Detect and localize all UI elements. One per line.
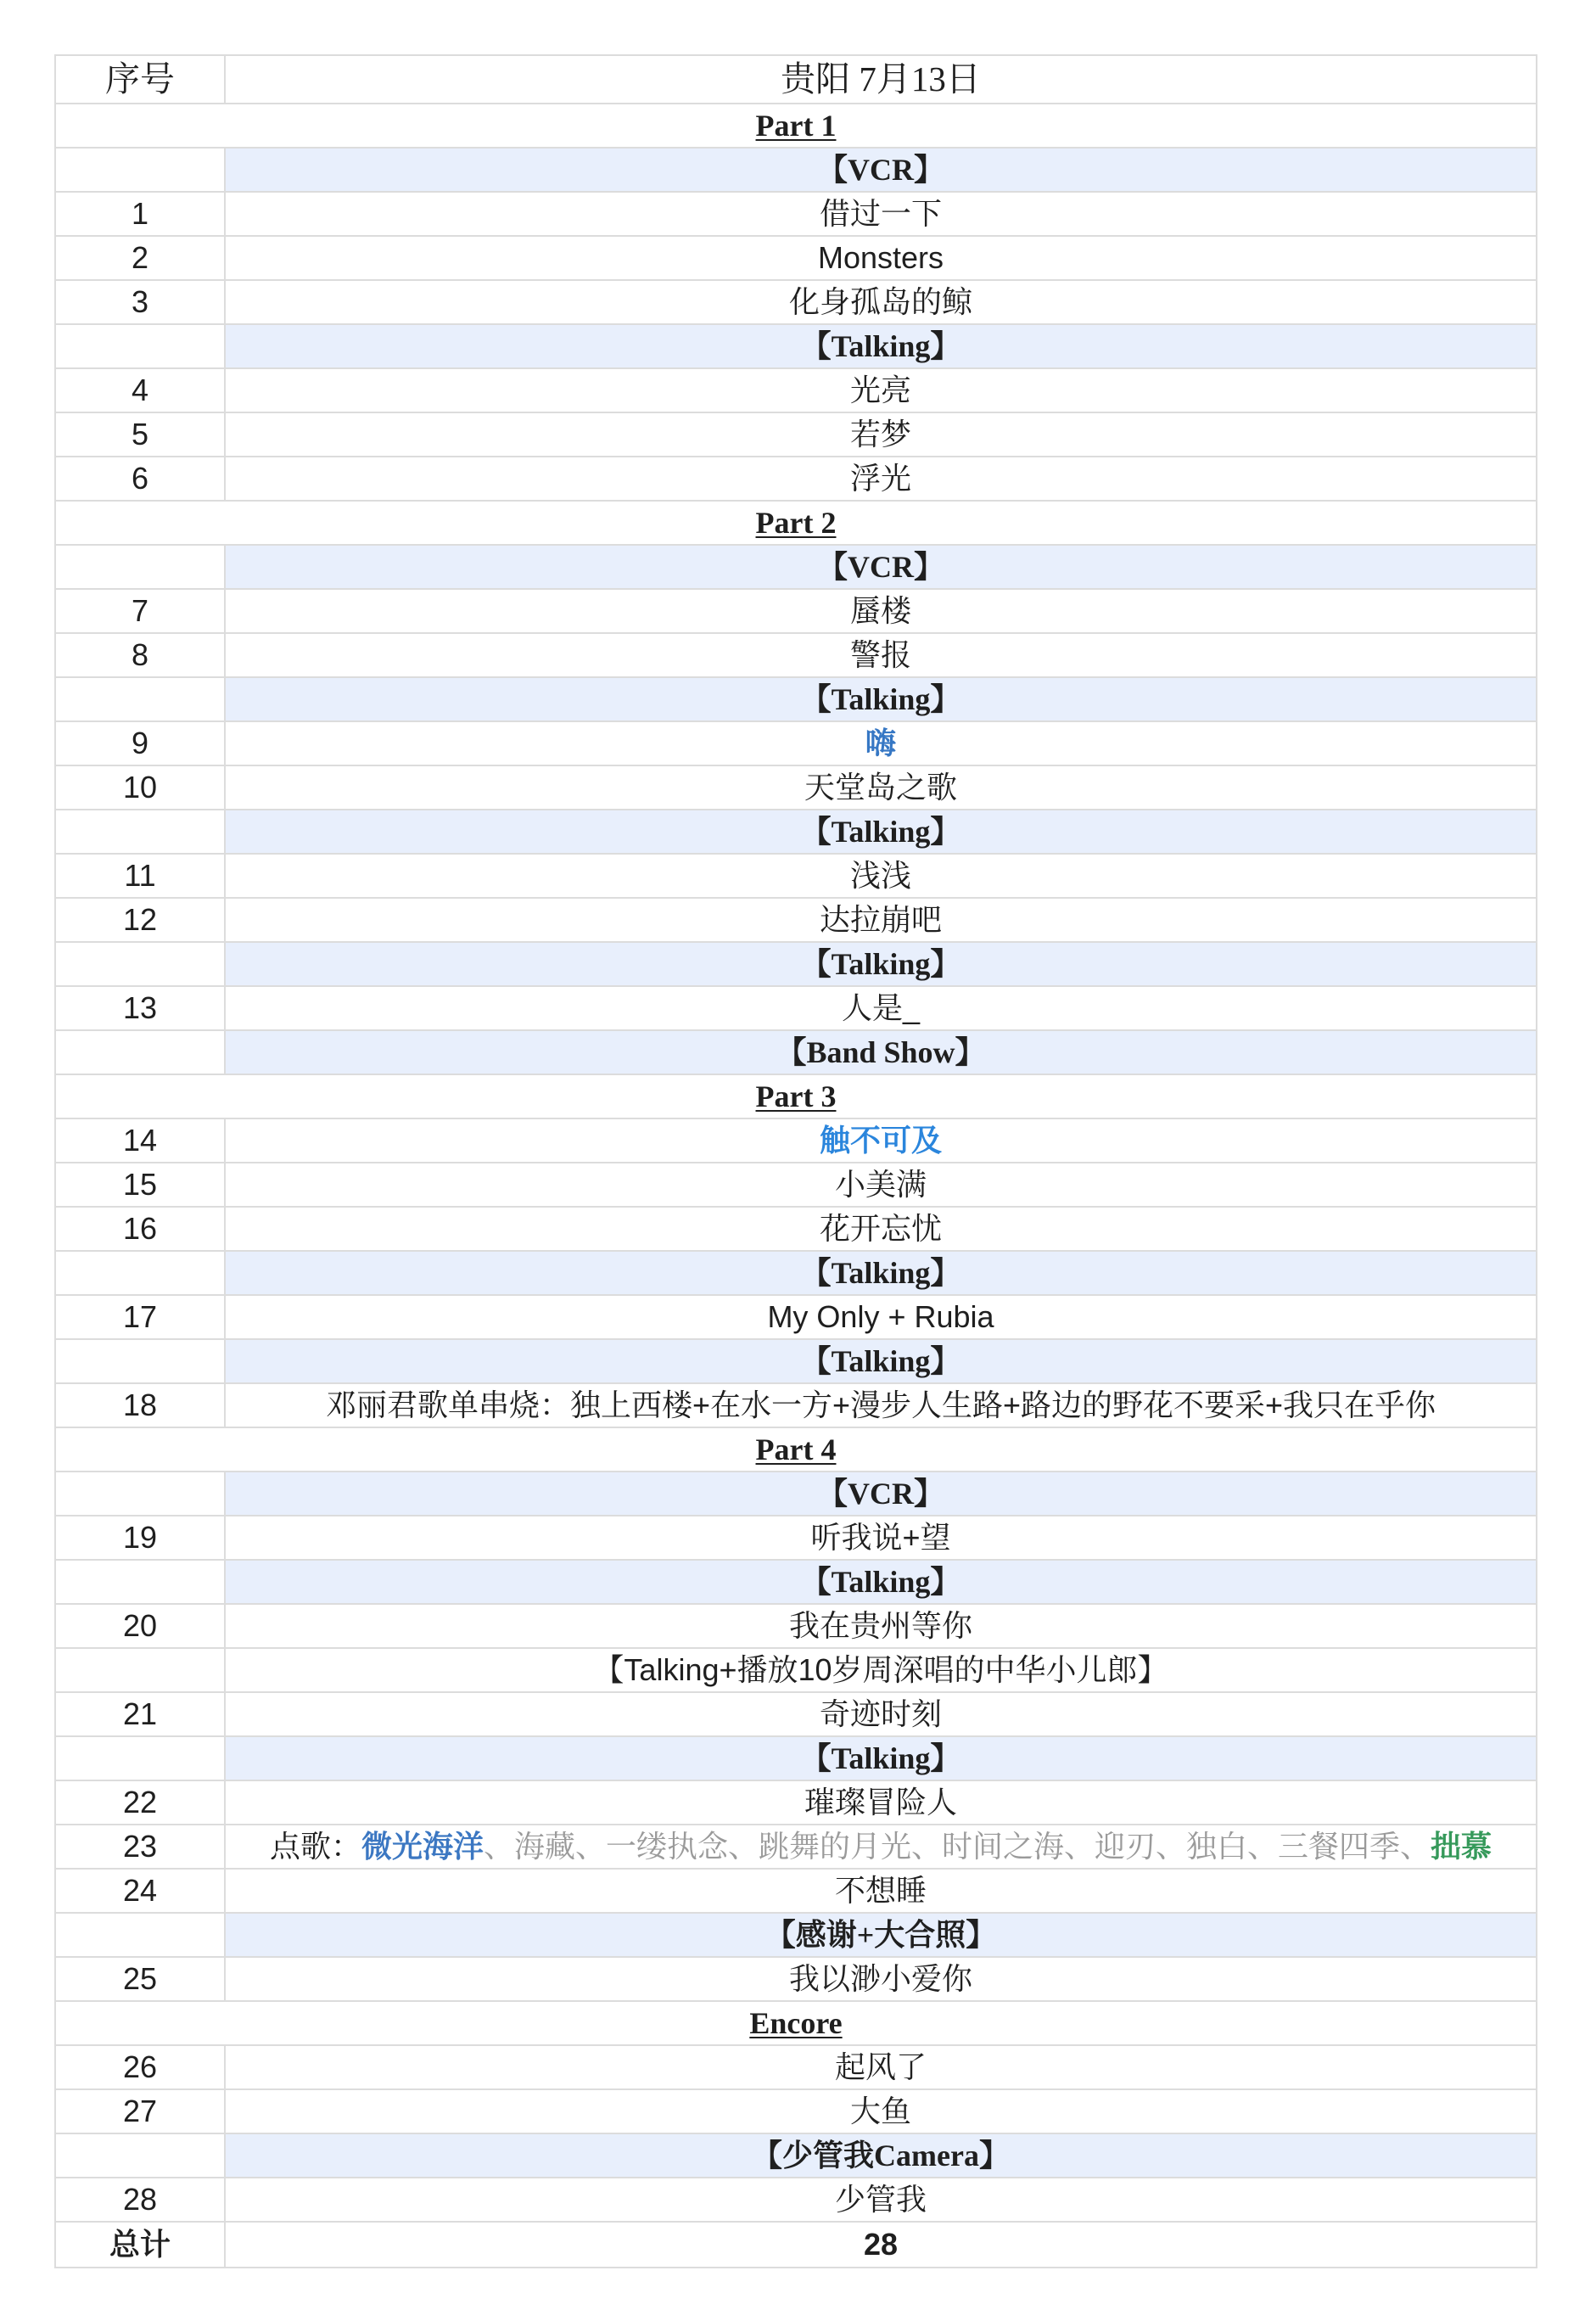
song-row bbox=[56, 987, 1536, 1031]
section-cell bbox=[56, 1428, 1536, 1471]
song-number: 27 bbox=[122, 2094, 158, 2128]
song-row bbox=[56, 899, 1536, 943]
number-cell bbox=[56, 1781, 226, 1824]
song-row bbox=[56, 1781, 1536, 1825]
segment-cell bbox=[226, 1737, 1536, 1780]
song-row bbox=[56, 1163, 1536, 1208]
song-number: 1 bbox=[131, 196, 149, 231]
section-cell bbox=[56, 2002, 1536, 2044]
song-title: 奇迹时刻 bbox=[819, 1696, 942, 1731]
segment-title: 【Band Show】 bbox=[776, 1035, 986, 1069]
section-cell bbox=[56, 1075, 1536, 1118]
number-cell bbox=[56, 1208, 226, 1250]
song-number: 24 bbox=[122, 1873, 158, 1908]
song-title: 若梦 bbox=[849, 417, 911, 451]
song-title-part: 点歌： bbox=[269, 1829, 361, 1864]
number-cell bbox=[56, 1914, 226, 1956]
song-row bbox=[56, 1296, 1536, 1340]
number-cell bbox=[56, 899, 226, 941]
song-row bbox=[56, 1384, 1536, 1428]
segment-cell bbox=[226, 1340, 1536, 1382]
segment-row bbox=[56, 1031, 1536, 1075]
song-number: 13 bbox=[122, 990, 158, 1025]
number-cell bbox=[56, 237, 226, 279]
song-row bbox=[56, 2046, 1536, 2090]
segment-row bbox=[56, 1561, 1536, 1605]
title-cell bbox=[226, 1516, 1536, 1559]
segment-title: 【Talking】 bbox=[800, 1565, 961, 1599]
title-cell bbox=[226, 855, 1536, 897]
song-row bbox=[56, 855, 1536, 899]
song-number: 10 bbox=[122, 770, 158, 805]
section-title: Part 3 bbox=[755, 1079, 837, 1113]
section-row bbox=[56, 502, 1536, 546]
song-number: 4 bbox=[131, 373, 149, 407]
song-row bbox=[56, 237, 1536, 281]
song-title: 光亮 bbox=[849, 373, 911, 407]
number-cell bbox=[56, 722, 226, 765]
song-number: 21 bbox=[122, 1696, 158, 1731]
number-cell bbox=[56, 1472, 226, 1515]
segment-title: 【Talking】 bbox=[800, 1344, 961, 1378]
note-row bbox=[56, 1649, 1536, 1693]
number-cell bbox=[56, 1649, 226, 1691]
song-row bbox=[56, 1516, 1536, 1561]
number-header-cell bbox=[56, 56, 226, 103]
segment-row bbox=[56, 2134, 1536, 2178]
number-cell bbox=[56, 413, 226, 456]
segment-row bbox=[56, 1737, 1536, 1781]
segment-cell bbox=[226, 1472, 1536, 1515]
song-title: 我在贵州等你 bbox=[788, 1608, 972, 1643]
number-cell bbox=[56, 1163, 226, 1206]
song-row bbox=[56, 457, 1536, 502]
number-cell bbox=[56, 590, 226, 632]
number-cell bbox=[56, 281, 226, 323]
number-cell bbox=[56, 810, 226, 853]
segment-row bbox=[56, 1472, 1536, 1516]
number-cell bbox=[56, 1031, 226, 1074]
number-cell bbox=[56, 1825, 226, 1868]
number-cell bbox=[56, 2046, 226, 2088]
number-cell bbox=[56, 1870, 226, 1912]
song-row bbox=[56, 1208, 1536, 1252]
segment-title: 【Talking】 bbox=[800, 1741, 961, 1775]
section-row bbox=[56, 104, 1536, 149]
segment-row bbox=[56, 810, 1536, 855]
song-number: 9 bbox=[131, 726, 149, 760]
title-cell bbox=[226, 457, 1536, 500]
number-cell bbox=[56, 325, 226, 367]
song-title: 听我说+望 bbox=[810, 1520, 951, 1555]
song-number: 15 bbox=[122, 1167, 158, 1202]
title-cell bbox=[226, 413, 1536, 456]
number-cell bbox=[56, 943, 226, 985]
segment-cell bbox=[226, 1561, 1536, 1603]
title-cell bbox=[226, 899, 1536, 941]
title-cell bbox=[226, 722, 1536, 765]
title-cell bbox=[226, 1870, 1536, 1912]
number-cell bbox=[56, 2090, 226, 2133]
song-row bbox=[56, 193, 1536, 237]
title-cell bbox=[226, 1825, 1536, 1868]
song-row bbox=[56, 413, 1536, 457]
song-title: 天堂岛之歌 bbox=[804, 770, 957, 805]
title-cell bbox=[226, 1163, 1536, 1206]
segment-cell bbox=[226, 149, 1536, 191]
song-title: 少管我 bbox=[834, 2182, 927, 2217]
song-number: 5 bbox=[131, 417, 149, 451]
number-cell bbox=[56, 193, 226, 235]
title-cell bbox=[226, 281, 1536, 323]
title-cell bbox=[226, 237, 1536, 279]
song-number: 2 bbox=[131, 240, 149, 275]
title-cell bbox=[226, 2046, 1536, 2088]
segment-cell bbox=[226, 325, 1536, 367]
song-number: 28 bbox=[122, 2182, 158, 2217]
song-row bbox=[56, 1825, 1536, 1870]
number-cell bbox=[56, 987, 226, 1029]
song-row bbox=[56, 1958, 1536, 2002]
song-title: 警报 bbox=[849, 637, 911, 672]
song-number: 19 bbox=[122, 1520, 158, 1555]
number-cell bbox=[56, 1252, 226, 1294]
number-cell bbox=[56, 855, 226, 897]
song-number: 26 bbox=[122, 2049, 158, 2084]
concert-header-cell bbox=[226, 56, 1536, 103]
song-title: 人是_ bbox=[841, 990, 921, 1025]
segment-cell bbox=[226, 1914, 1536, 1956]
song-title: 触不可及 bbox=[819, 1123, 942, 1158]
segment-title: 【Talking】 bbox=[800, 329, 961, 363]
title-cell bbox=[226, 1119, 1536, 1162]
song-row bbox=[56, 1119, 1536, 1163]
song-title: 达拉崩吧 bbox=[819, 902, 942, 937]
number-cell bbox=[56, 369, 226, 412]
note-title: 【Talking+播放10岁周深唱的中华小儿郎】 bbox=[593, 1652, 1168, 1687]
segment-cell bbox=[226, 678, 1536, 720]
number-cell bbox=[56, 1384, 226, 1427]
section-row bbox=[56, 2002, 1536, 2046]
segment-row bbox=[56, 678, 1536, 722]
section-cell bbox=[56, 104, 1536, 147]
segment-title: 【Talking】 bbox=[800, 947, 961, 981]
segment-title: 【VCR】 bbox=[817, 153, 944, 187]
segment-cell bbox=[226, 1252, 1536, 1294]
number-cell bbox=[56, 634, 226, 676]
segment-row bbox=[56, 1252, 1536, 1296]
song-number: 18 bbox=[122, 1388, 158, 1422]
title-cell bbox=[226, 1384, 1536, 1427]
total-value: 28 bbox=[863, 2227, 899, 2262]
number-cell bbox=[56, 1561, 226, 1603]
song-title: 起风了 bbox=[834, 2049, 927, 2084]
song-row bbox=[56, 2178, 1536, 2223]
song-number: 14 bbox=[122, 1123, 158, 1158]
song-title: Monsters bbox=[817, 240, 944, 275]
number-cell bbox=[56, 2178, 226, 2221]
title-cell bbox=[226, 590, 1536, 632]
segment-title: 【Talking】 bbox=[800, 1256, 961, 1290]
song-title: 邓丽君歌单串烧：独上西楼+在水一方+漫步人生路+路边的野花不要采+我只在乎你 bbox=[325, 1388, 1436, 1422]
song-title-part: 、海藏、一缕执念、跳舞的月光、时间之海、迎刃、独白、三餐四季、 bbox=[484, 1829, 1431, 1864]
song-title: 花开忘忧 bbox=[819, 1211, 942, 1246]
song-number: 11 bbox=[124, 858, 156, 893]
section-title: Encore bbox=[749, 2006, 843, 2040]
song-number: 12 bbox=[122, 902, 158, 937]
segment-row bbox=[56, 943, 1536, 987]
song-number: 17 bbox=[122, 1299, 158, 1334]
song-number: 23 bbox=[122, 1829, 158, 1864]
song-number: 3 bbox=[131, 284, 149, 319]
segment-row bbox=[56, 1340, 1536, 1384]
segment-title: 【Talking】 bbox=[800, 682, 961, 716]
number-cell bbox=[56, 1605, 226, 1647]
title-cell bbox=[226, 369, 1536, 412]
song-row bbox=[56, 1870, 1536, 1914]
title-cell bbox=[226, 193, 1536, 235]
number-cell bbox=[56, 149, 226, 191]
song-number: 16 bbox=[122, 1211, 158, 1246]
title-cell bbox=[226, 766, 1536, 809]
number-cell bbox=[56, 1119, 226, 1162]
number-column-header: 序号 bbox=[105, 59, 175, 98]
section-cell bbox=[56, 502, 1536, 544]
title-cell bbox=[226, 1208, 1536, 1250]
segment-cell bbox=[226, 2134, 1536, 2177]
number-cell bbox=[56, 766, 226, 809]
number-cell bbox=[56, 1296, 226, 1338]
song-title: 借过一下 bbox=[819, 196, 942, 231]
total-label: 总计 bbox=[109, 2227, 171, 2262]
header-row bbox=[56, 56, 1536, 104]
number-cell bbox=[56, 678, 226, 720]
song-title: 浅浅 bbox=[849, 858, 911, 893]
setlist-table bbox=[54, 54, 1537, 2268]
song-title-part: 微光海洋 bbox=[361, 1829, 484, 1864]
title-cell bbox=[226, 1296, 1536, 1338]
title-cell bbox=[226, 634, 1536, 676]
note-cell bbox=[226, 1649, 1536, 1691]
title-cell bbox=[226, 2178, 1536, 2221]
segment-title: 【感谢+大合照】 bbox=[764, 1918, 997, 1952]
segment-cell bbox=[226, 810, 1536, 853]
song-title: 小美满 bbox=[834, 1167, 927, 1202]
title-cell bbox=[226, 2090, 1536, 2133]
total-label-cell bbox=[56, 2223, 226, 2267]
segment-cell bbox=[226, 546, 1536, 588]
song-number: 7 bbox=[131, 593, 149, 628]
segment-row bbox=[56, 149, 1536, 193]
total-row bbox=[56, 2223, 1536, 2267]
song-title-part: 拙慕 bbox=[1431, 1829, 1492, 1864]
number-cell bbox=[56, 1693, 226, 1735]
song-title: 化身孤岛的鲸 bbox=[788, 284, 972, 319]
song-number: 6 bbox=[131, 461, 149, 496]
song-row bbox=[56, 590, 1536, 634]
segment-row bbox=[56, 1914, 1536, 1958]
segment-title: 【VCR】 bbox=[817, 1477, 944, 1511]
song-row bbox=[56, 634, 1536, 678]
title-cell bbox=[226, 1781, 1536, 1824]
song-title: 璀璨冒险人 bbox=[804, 1785, 957, 1819]
number-cell bbox=[56, 546, 226, 588]
song-row bbox=[56, 369, 1536, 413]
concert-column-header: 贵阳 7月13日 bbox=[781, 59, 981, 98]
song-number: 25 bbox=[122, 1961, 158, 1996]
segment-title: 【VCR】 bbox=[817, 550, 944, 584]
song-title: 浮光 bbox=[849, 461, 911, 496]
segment-row bbox=[56, 546, 1536, 590]
song-row bbox=[56, 722, 1536, 766]
title-cell bbox=[226, 1693, 1536, 1735]
song-row bbox=[56, 2090, 1536, 2134]
song-title: 不想睡 bbox=[834, 1873, 927, 1908]
song-number: 20 bbox=[122, 1608, 158, 1643]
number-cell bbox=[56, 1958, 226, 2000]
segment-title: 【Talking】 bbox=[800, 815, 961, 849]
song-title: 蜃楼 bbox=[849, 593, 911, 628]
number-cell bbox=[56, 457, 226, 500]
section-title: Part 2 bbox=[755, 506, 837, 540]
song-title: 我以渺小爱你 bbox=[788, 1961, 972, 1996]
song-number: 22 bbox=[122, 1785, 158, 1819]
number-cell bbox=[56, 1340, 226, 1382]
title-cell bbox=[226, 1605, 1536, 1647]
number-cell bbox=[56, 1516, 226, 1559]
song-row bbox=[56, 281, 1536, 325]
song-row bbox=[56, 1693, 1536, 1737]
song-title: 大鱼 bbox=[849, 2094, 911, 2128]
section-row bbox=[56, 1428, 1536, 1472]
song-title: My Only + Rubia bbox=[767, 1299, 994, 1334]
total-value-cell bbox=[226, 2223, 1536, 2267]
song-title: 嗨 bbox=[865, 726, 896, 760]
title-cell bbox=[226, 1958, 1536, 2000]
number-cell bbox=[56, 2134, 226, 2177]
segment-title: 【少管我Camera】 bbox=[752, 2139, 1010, 2172]
segment-cell bbox=[226, 1031, 1536, 1074]
section-row bbox=[56, 1075, 1536, 1119]
section-title: Part 4 bbox=[755, 1432, 837, 1466]
song-row bbox=[56, 766, 1536, 810]
number-cell bbox=[56, 1737, 226, 1780]
section-title: Part 1 bbox=[755, 109, 837, 143]
segment-cell bbox=[226, 943, 1536, 985]
song-row bbox=[56, 1605, 1536, 1649]
song-number: 8 bbox=[131, 637, 149, 672]
title-cell bbox=[226, 987, 1536, 1029]
segment-row bbox=[56, 325, 1536, 369]
